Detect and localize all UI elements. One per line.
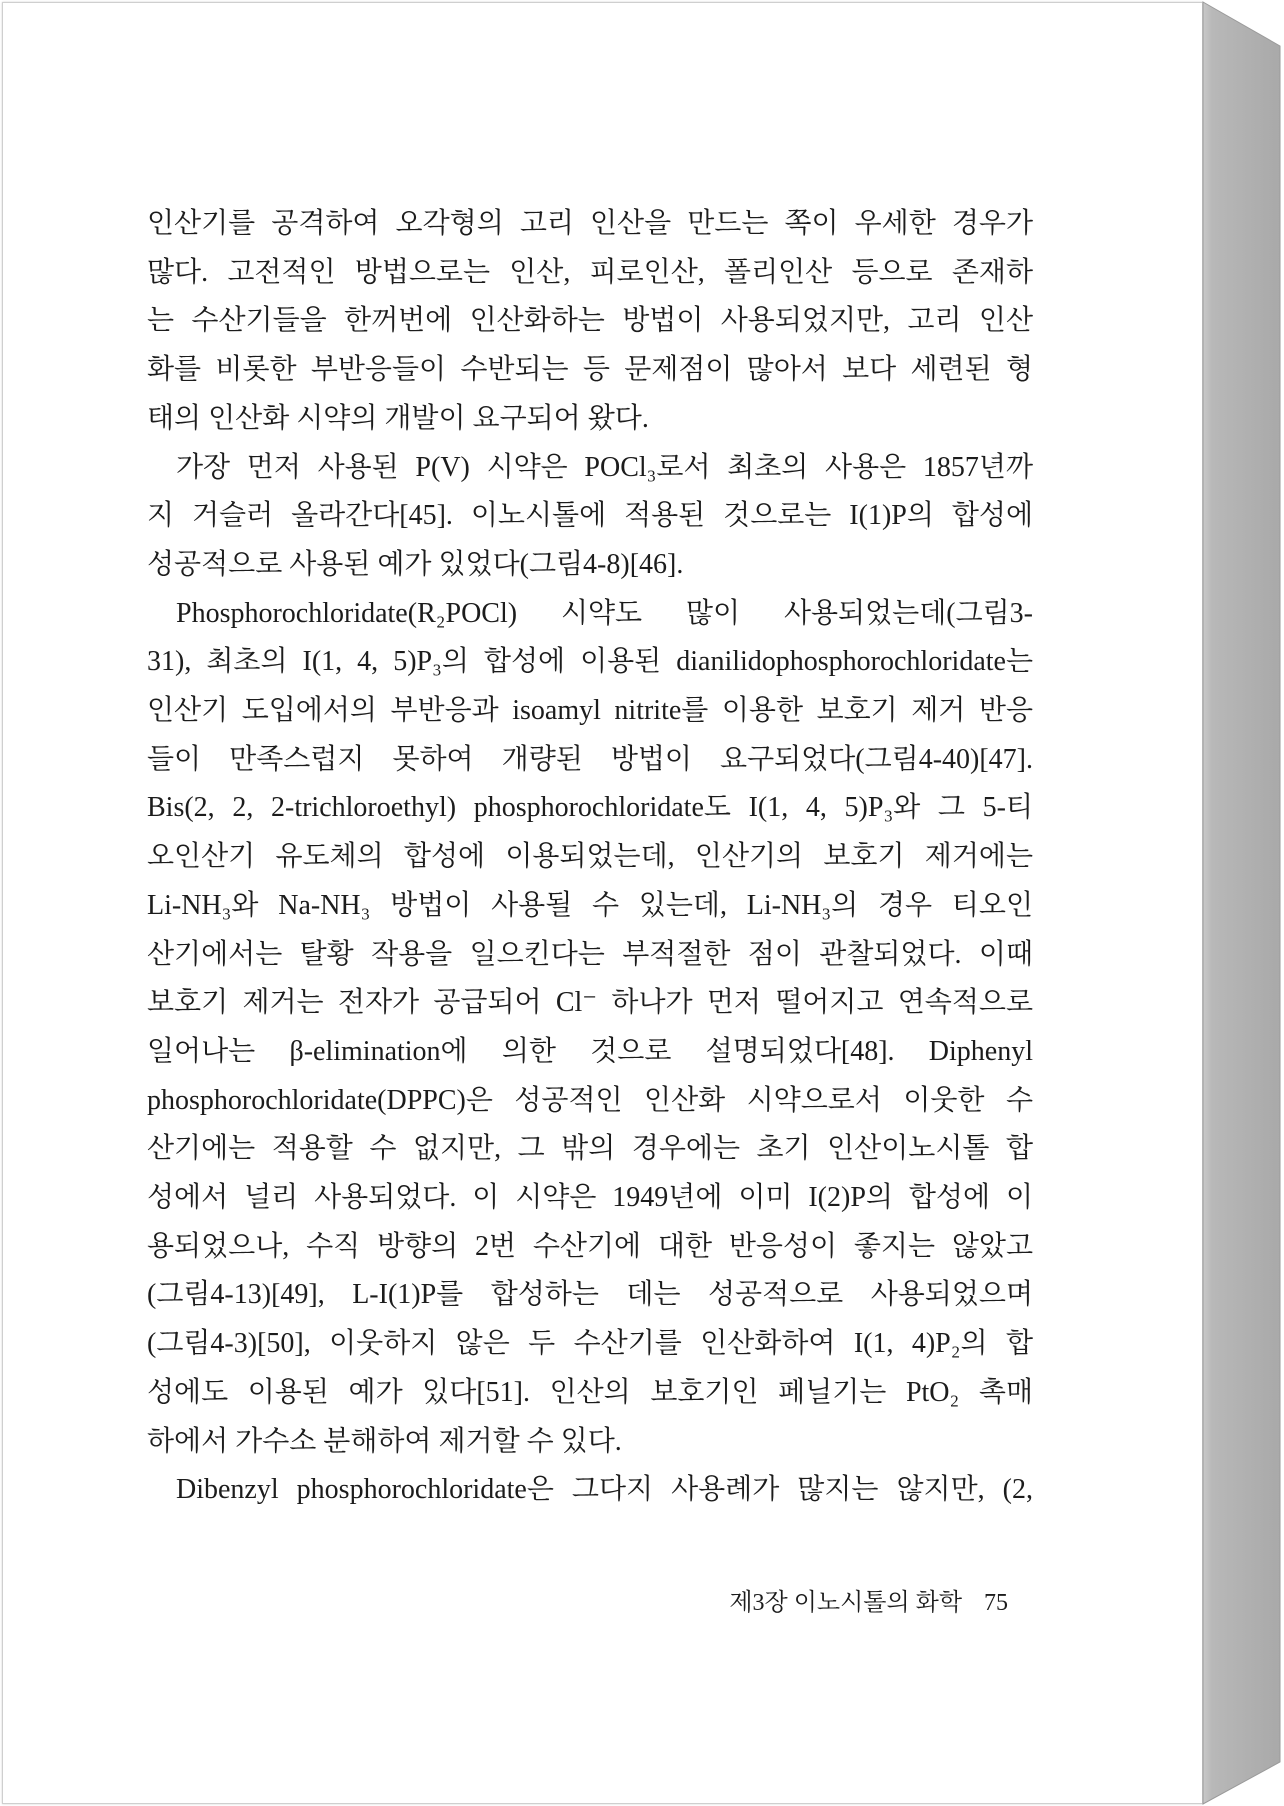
text-line: (그림4-13)[49], L-I(1)P를 합성하는 데는 성공적으로 사용되었으며 [147,1279,1033,1311]
text-line: Li-NH₃와 Na-NH₃ 방법이 사용될 수 있는데, Li-NH₃의 경우 티오인 [147,889,1033,921]
text-line: 보호기 제거는 전자가 공급되어 Cl⁻ 하나가 먼저 떨어지고 연속적으로 [147,987,1033,1019]
text-line: 성에도 이용된 예가 있다[51]. 인산의 보호기인 페닐기는 PtO₂ 촉매 [147,1376,1033,1408]
text-line: 일어나는 β-elimination에 의한 것으로 설명되었다[48]. Diphenyl [147,1035,1033,1067]
paragraph [147,200,1033,444]
text-line: phosphorochloridate(DPPC)은 성공적인 인산화 시약으로서 이웃한 수 [147,1084,1033,1116]
text-line: 31), 최초의 I(1, 4, 5)P₃의 합성에 이용된 dianilidophosphorochloridate는 [147,646,1033,678]
text-line: 오인산기 유도체의 합성에 이용되었는데, 인산기의 보호기 제거에는 [147,841,1033,873]
chapter-title: 제3장 이노시톨의 화학 [729,1590,962,1616]
text-line: 는 수산기들을 한꺼번에 인산화하는 방법이 사용되었지만, 고리 인산 [147,305,1033,337]
text-line: 하에서 가수소 분해하여 제거할 수 있다. [147,1425,622,1457]
text-line: Phosphorochloridate(R₂POCl) 시약도 많이 사용되었는데(그림3- [176,597,1033,629]
paragraph [147,1466,1033,1515]
text-line: 산기에는 적용할 수 없지만, 그 밖의 경우에는 초기 인산이노시톨 합 [147,1133,1033,1165]
text-line: 산기에서는 탈황 작용을 일으킨다는 부적절한 점이 관찰되었다. 이때 [147,938,1033,970]
text-line: Bis(2, 2, 2-trichloroethyl) phosphorochloridate도 I(1, 4, 5)P₃와 그 5-티 [147,792,1033,824]
text-line: Dibenzyl phosphorochloridate은 그다지 사용례가 많지는 않지만, (2, [176,1474,1033,1506]
text-line: 인산기 도입에서의 부반응과 isoamyl nitrite를 이용한 보호기 제거 반응 [147,695,1033,727]
text-line: 들이 만족스럽지 못하여 개량된 방법이 요구되었다(그림4-40)[47]. [147,743,1033,775]
text-line: 가장 먼저 사용된 P(V) 시약은 POCl₃로서 최초의 사용은 1857년까 [176,451,1033,483]
text-line: 용되었으나, 수직 방향의 2번 수산기에 대한 반응성이 좋지는 않았고 [147,1230,1033,1262]
page-number: 75 [984,1590,1008,1616]
text-line: 성공적으로 사용된 예가 있었다(그림4-8)[46]. [147,548,684,580]
text-line: 인산기를 공격하여 오각형의 고리 인산을 만드는 쪽이 우세한 경우가 [147,208,1033,239]
page-body-text [147,200,1033,1515]
text-line: (그림4-3)[50], 이웃하지 않은 두 수산기를 인산화하여 I(1, 4)P₂의 합 [147,1328,1033,1360]
text-line: 지 거슬러 올라간다[45]. 이노시톨에 적용된 것으로는 I(1)P의 합성에 [147,500,1033,532]
running-footer [729,1588,1008,1618]
paragraph [147,444,1033,590]
text-line: 태의 인산화 시약의 개발이 요구되어 왔다. [147,402,649,434]
text-line: 성에서 널리 사용되었다. 이 시약은 1949년에 이미 I(2)P의 합성에 이 [147,1182,1033,1214]
paragraph [147,590,1033,1467]
text-line: 많다. 고전적인 방법으로는 인산, 피로인산, 폴리인산 등으로 존재하 [147,256,1033,288]
text-line: 화를 비롯한 부반응들이 수반되는 등 문제점이 많아서 보다 세련된 형 [147,354,1033,386]
